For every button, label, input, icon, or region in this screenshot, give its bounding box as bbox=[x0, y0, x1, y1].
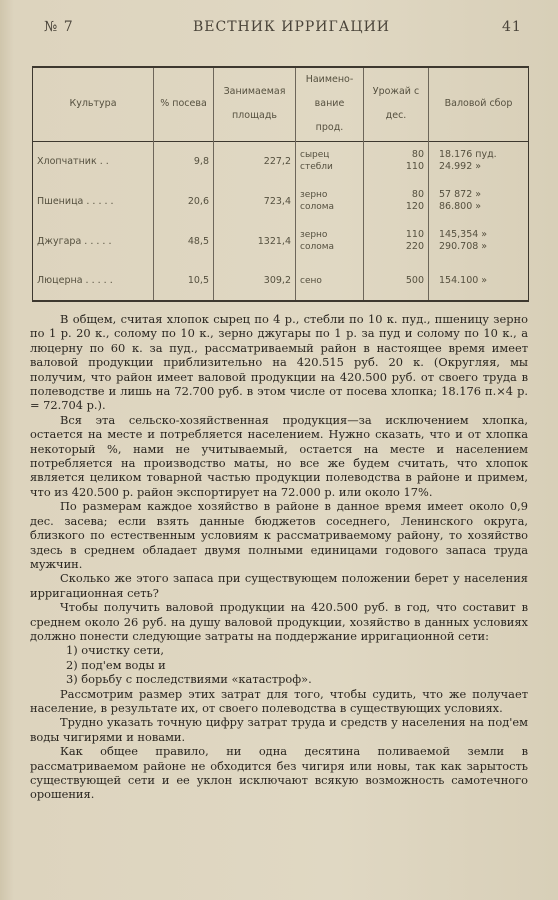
table-row bbox=[33, 261, 529, 301]
column-header: Валовой сбор bbox=[429, 67, 529, 141]
product-names bbox=[296, 221, 364, 261]
table-header-row bbox=[33, 67, 529, 141]
product-name: сырец bbox=[300, 150, 330, 161]
sowing-percent: 10,5 bbox=[154, 261, 214, 301]
column-header bbox=[296, 67, 364, 141]
table-row bbox=[33, 221, 529, 261]
article-body bbox=[30, 312, 528, 802]
table-row bbox=[33, 181, 529, 221]
gross-value: 57 872 » bbox=[439, 189, 482, 200]
yield-values bbox=[364, 261, 429, 301]
product-name: солома bbox=[300, 202, 335, 212]
product-names bbox=[296, 181, 364, 221]
sowing-percent: 9,8 bbox=[154, 141, 214, 181]
gross-value: 290.708 » bbox=[439, 241, 488, 252]
product-name: солома bbox=[300, 242, 335, 252]
area-value: 723,4 bbox=[214, 181, 296, 221]
page-number: 41 bbox=[502, 19, 522, 35]
list-item: 3) борьбу с последствиями «катастроф». bbox=[66, 672, 312, 687]
gross-values bbox=[429, 141, 529, 181]
crop-name: Люцерна . . . . . bbox=[33, 261, 154, 301]
issue-number: № 7 bbox=[44, 19, 74, 35]
gross-value: 24.992 » bbox=[439, 161, 482, 173]
column-header: Культура bbox=[33, 67, 154, 141]
paragraph: Как общее правило, ни одна десятина поливаемой земли в рассматриваемом районе не обходится без чигиря или новы, так как зарытость существующей сети и ее уклон исключают всякую возможность самотечного орошения. bbox=[30, 744, 528, 802]
crop-yield-table bbox=[32, 66, 529, 302]
product-name: зерно bbox=[300, 230, 328, 240]
paragraph: В общем, считая хлопок сырец по 4 р., стебли по 10 к. пуд., пшеницу зерно по 1 р. 20 к., солому по 10 к., зерно джугары по 1 р. за пуд и солому по 10 к., а люцерну по 60 к. за пуд., рассматриваемый район в настоящее время имеет валовой продукции приблизительно на 420.515 руб. 20 к. (Округляя, мы получим, что район имеет валовой продукции на 420.500 руб. от своего труда в полеводстве и лишь на 72.700 руб. в этом числе от посева хлопка; 18.176 п.×4 р. = 72.704 р.). bbox=[30, 312, 528, 413]
yield-values bbox=[364, 221, 429, 261]
yield-value: 80 bbox=[411, 149, 424, 161]
yield-value: 120 bbox=[405, 201, 424, 212]
journal-title: ВЕСТНИК ИРРИГАЦИИ bbox=[193, 19, 391, 35]
sowing-percent: 48,5 bbox=[154, 221, 214, 261]
table-row bbox=[33, 141, 529, 181]
list-item: 1) очистку сети, bbox=[66, 643, 165, 658]
gross-values bbox=[429, 181, 529, 221]
area-value: 227,2 bbox=[214, 141, 296, 181]
running-header bbox=[0, 19, 558, 39]
product-name: стебли bbox=[300, 162, 333, 173]
crop-name: Хлопчатник . . bbox=[33, 141, 154, 181]
paragraph: Чтобы получить валовой продукции на 420.500 руб. в год, что составит в среднем около 26 руб. на душу валовой продукции, хозяйство в данных условиях должно понести следующие затраты на поддержание ирригационной сети: bbox=[30, 600, 528, 643]
list-item: 2) под'ем воды и bbox=[66, 657, 166, 672]
gross-value: 145,354 » bbox=[439, 229, 488, 240]
paragraph: Рассмотрим размер этих затрат для того, чтобы судить, что же получает население, в результате их, от своего полеводства в существующих условиях. bbox=[30, 686, 528, 715]
column-header-text: Урожай с дес. bbox=[372, 86, 420, 122]
product-name: сено bbox=[300, 275, 322, 286]
yield-value: 110 bbox=[405, 229, 424, 240]
column-header-text: Занимаемая площадь bbox=[223, 86, 286, 122]
crop-name: Пшеница . . . . . bbox=[33, 181, 154, 221]
gross-values bbox=[429, 261, 529, 301]
area-value: 1321,4 bbox=[214, 221, 296, 261]
column-header bbox=[364, 67, 429, 141]
paragraph: Вся эта сельско-хозяйственная продукция—за исключением хлопка, остается на месте и потребляется населением. Нужно сказать, что и от хлопка некоторый %, нами не учитываемый, остается на месте и населением потребляется на производство маты, но все же будем считать, что хлопок является целиком товарной частью продукции полеводства в районе и примем, что из 420.500 р. район экспортирует на 72.000 р. или около 17%. bbox=[30, 412, 528, 499]
yield-values bbox=[364, 141, 429, 181]
area-value: 309,2 bbox=[214, 261, 296, 301]
gross-value: 18.176 пуд. bbox=[439, 149, 497, 161]
yield-value: 110 bbox=[405, 161, 424, 173]
column-header-text: Наимено-вание прод. bbox=[305, 74, 354, 134]
product-names bbox=[296, 141, 364, 181]
sowing-percent: 20,6 bbox=[154, 181, 214, 221]
crop-name: Джугара . . . . . bbox=[33, 221, 154, 261]
column-header: % посева bbox=[154, 67, 214, 141]
paragraph: Сколько же этого запаса при существующем положении берет у населения ирригационная сеть? bbox=[30, 571, 528, 600]
gross-value: 154.100 » bbox=[439, 274, 488, 286]
product-name: зерно bbox=[300, 190, 328, 200]
gross-value: 86.800 » bbox=[439, 201, 482, 212]
yield-values bbox=[364, 181, 429, 221]
yield-value: 500 bbox=[405, 274, 424, 286]
paragraph: Трудно указать точную цифру затрат труда и средств у населения на под'ем воды чигирями и новами. bbox=[30, 715, 528, 744]
paragraph: По размерам каждое хозяйство в районе в данное время имеет около 0,9 дес. засева; если взять данные бюджетов соседнего, Ленинского округа, близкого по естественным условиям к рассматриваемому району, то хозяйство здесь в среднем обладает двумя полными единицами годового запаса труда мужчин. bbox=[30, 499, 528, 571]
yield-value: 220 bbox=[405, 241, 424, 252]
product-names bbox=[296, 261, 364, 301]
column-header bbox=[214, 67, 296, 141]
gross-values bbox=[429, 221, 529, 261]
yield-value: 80 bbox=[411, 189, 424, 200]
